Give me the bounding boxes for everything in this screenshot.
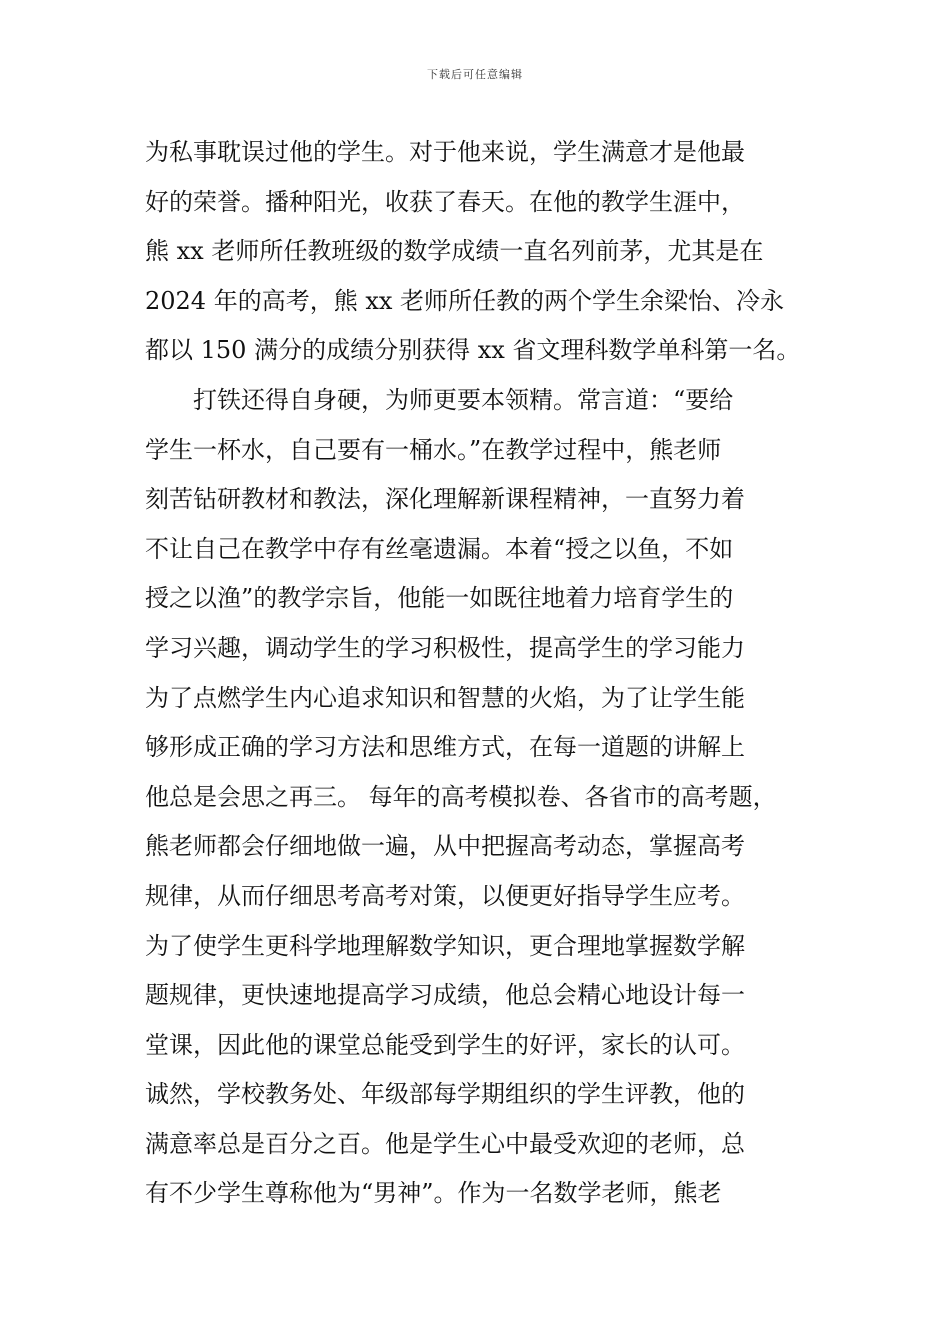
text-line: 学生一杯水，自己要有一桶水。”在教学过程中，熊老师 <box>145 435 722 464</box>
text-line-paragraph-start: 打铁还得自身硬，为师更要本领精。常言道：“要给 <box>193 385 734 414</box>
text-line: 堂课，因此他的课堂总能受到学生的好评，家长的认可。 <box>145 1030 745 1059</box>
text-line: 为了点燃学生内心追求知识和智慧的火焰，为了让学生能 <box>145 683 745 712</box>
text-line: 为私事耽误过他的学生。对于他来说，学生满意才是他最 <box>145 138 745 166</box>
text-line: 够形成正确的学习方法和思维方式，在每一道题的讲解上 <box>145 733 745 762</box>
text-line: 有不少学生尊称他为“男神”。作为一名数学老师，熊老 <box>145 1179 722 1208</box>
text-line: 好的荣誉。播种阳光，收获了春天。在他的教学生涯中， <box>145 187 745 216</box>
text-line: 刻苦钻研教材和教法，深化理解新课程精神，一直努力着 <box>145 485 745 514</box>
page-header: 下载后可任意编辑 <box>427 68 523 81</box>
text-line: 都以 150 满分的成绩分别获得 xx 省文理科数学单科第一名。 <box>145 336 801 365</box>
text-line: 他总是会思之再三。 每年的高考模拟卷、各省市的高考题， <box>145 782 777 811</box>
document-body <box>145 128 825 1219</box>
text-line: 为了使学生更科学地理解数学知识，更合理地掌握数学解 <box>145 931 745 960</box>
text-line: 满意率总是百分之百。他是学生心中最受欢迎的老师，总 <box>145 1129 745 1158</box>
text-line: 规律，从而仔细思考高考对策，以便更好指导学生应考。 <box>145 881 745 910</box>
text-line: 题规律，更快速地提高学习成绩，他总会精心地设计每一 <box>145 981 745 1010</box>
text-line: 熊 xx 老师所任教班级的数学成绩一直名列前茅，尤其是在 <box>145 237 764 266</box>
text-line: 授之以渔”的教学宗旨，他能一如既往地着力培育学生的 <box>145 584 734 613</box>
text-line: 诚然，学校教务处、年级部每学期组织的学生评教，他的 <box>145 1080 745 1109</box>
text-line: 学习兴趣，调动学生的学习积极性，提高学生的学习能力 <box>145 633 745 662</box>
text-line: 熊老师都会仔细地做一遍，从中把握高考动态，掌握高考 <box>145 832 745 861</box>
text-line: 2024 年的高考，熊 xx 老师所任教的两个学生余梁怡、冷永 <box>145 286 785 315</box>
text-line: 不让自己在教学中存有丝毫遗漏。本着“授之以鱼，不如 <box>145 534 734 563</box>
